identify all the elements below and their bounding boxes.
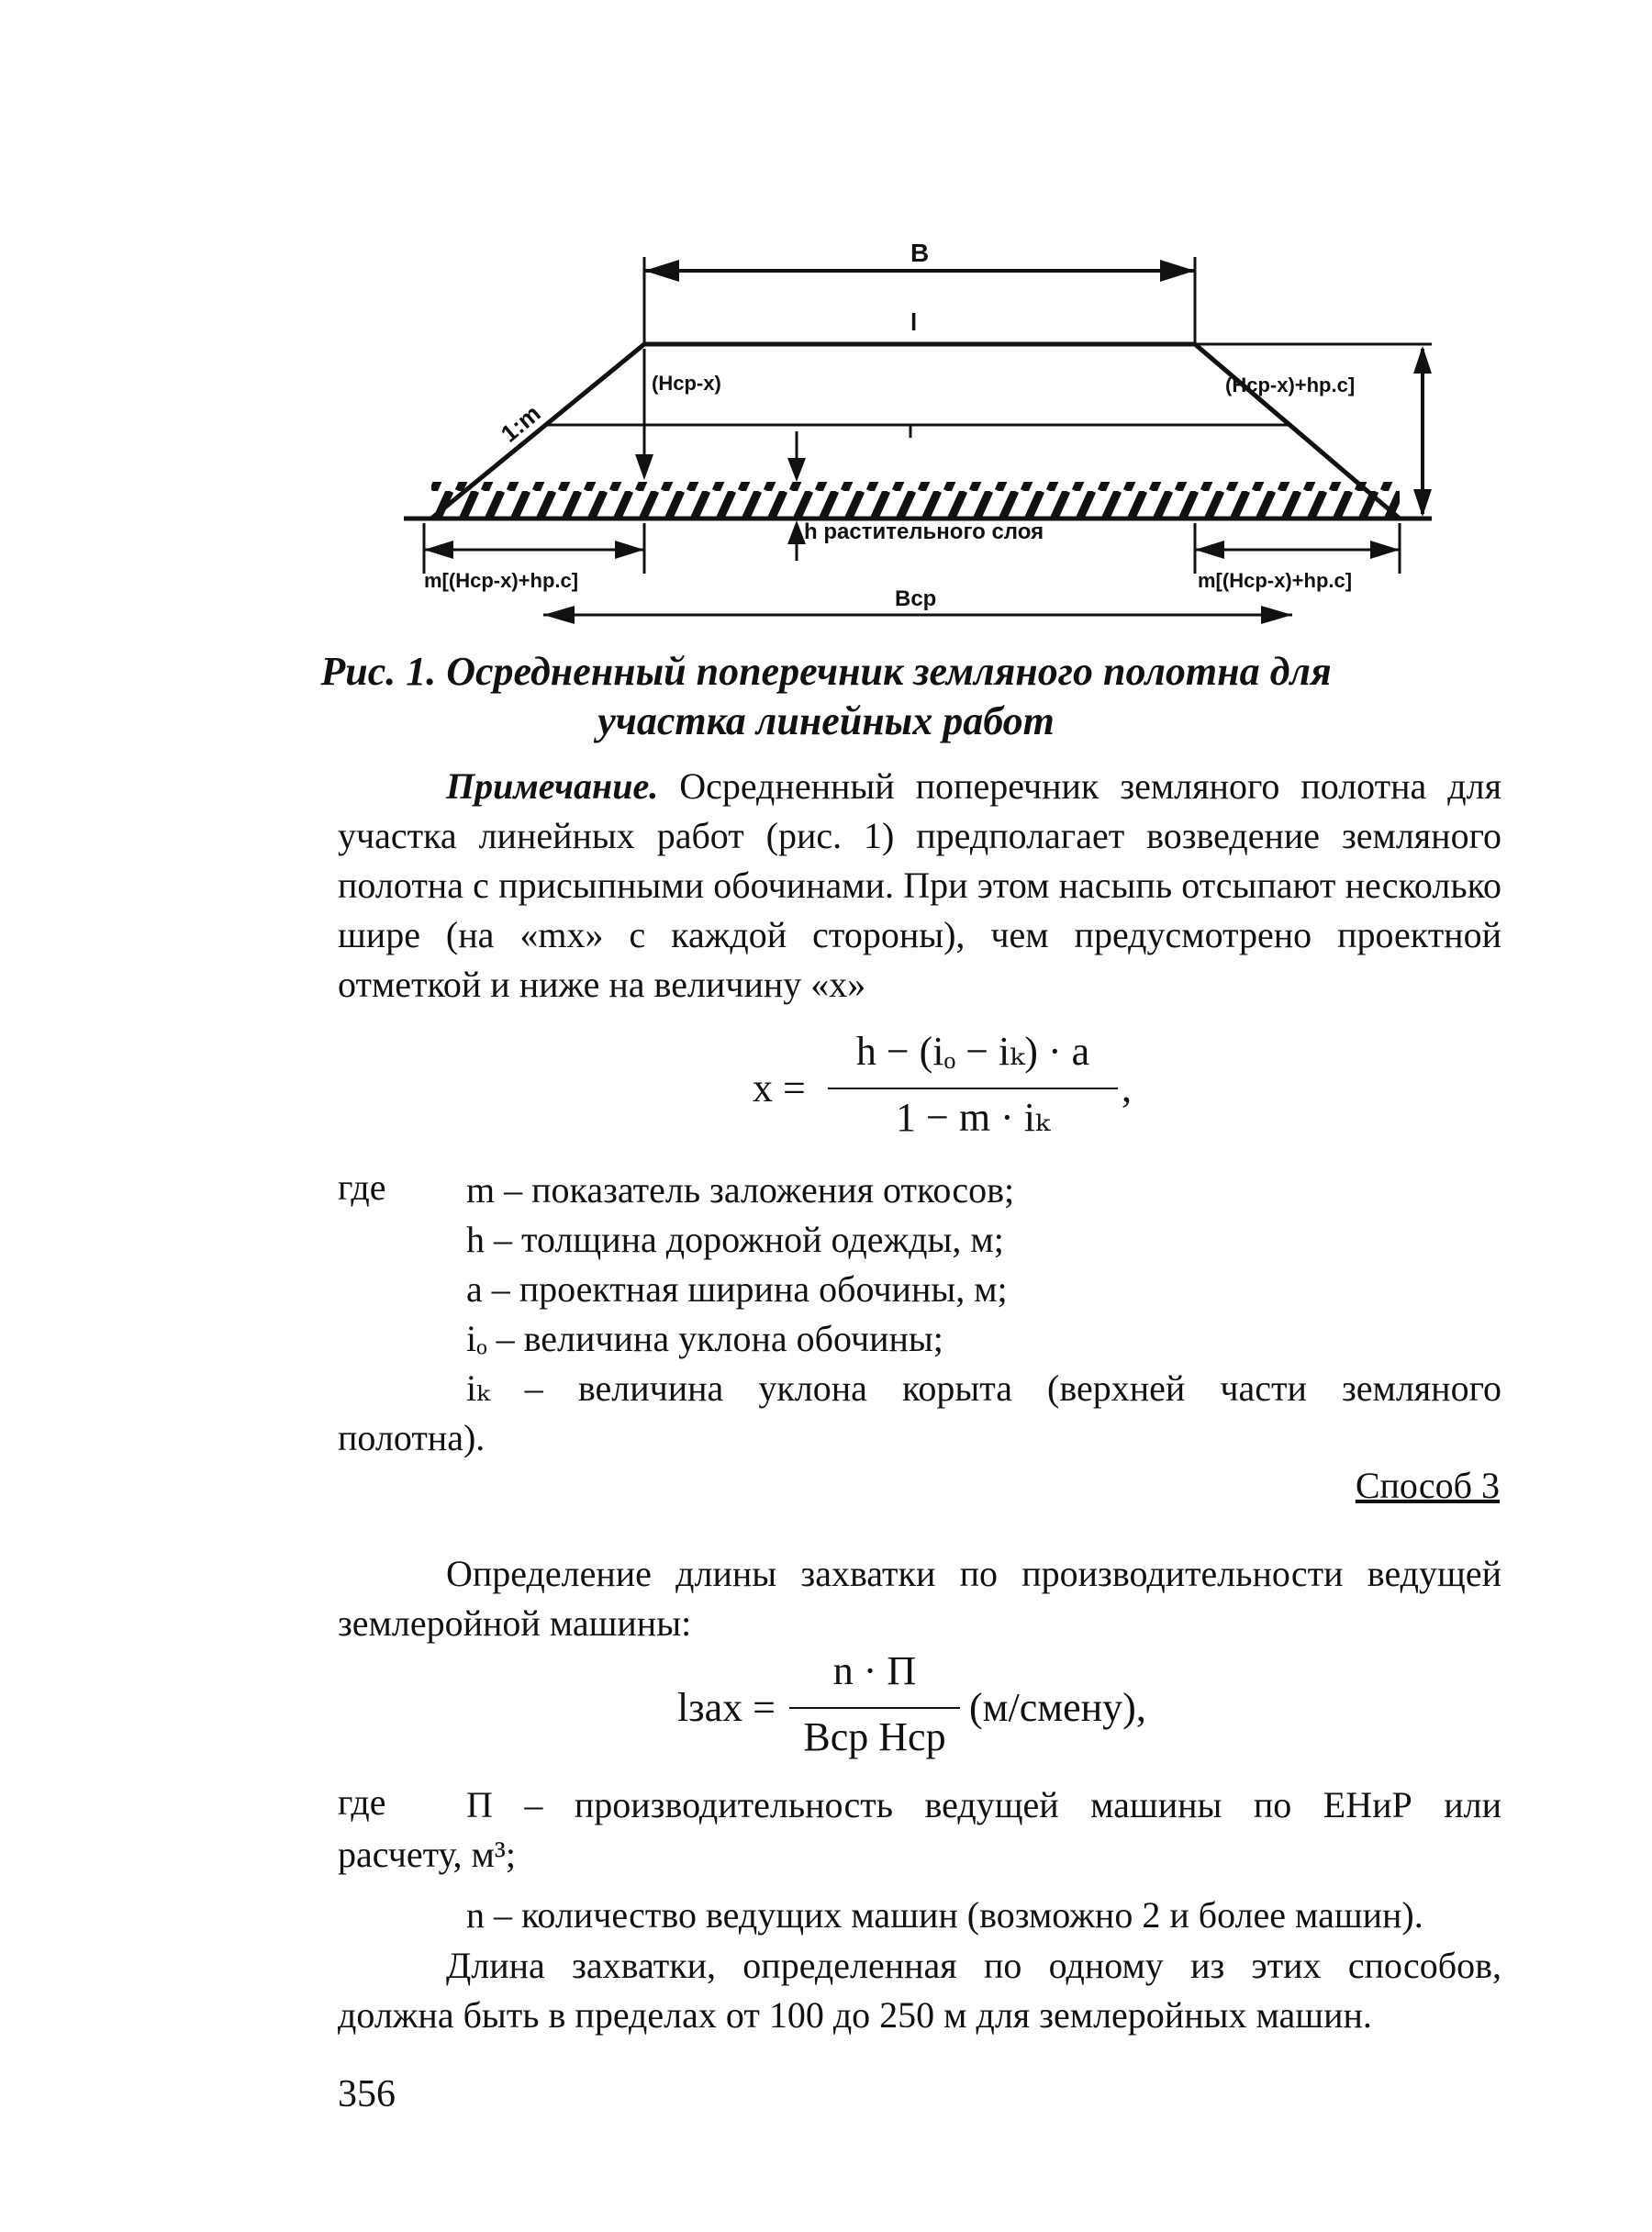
legend-item: iₒ – величина уклона обочины; bbox=[466, 1318, 943, 1359]
arrow-up bbox=[1413, 346, 1432, 374]
label-right-width: m[(Hср-x)+hр.с] bbox=[1198, 569, 1353, 592]
cross-section-figure bbox=[404, 234, 1468, 656]
formula-x-numerator: h − (iₒ − iₖ) · a bbox=[855, 1029, 1090, 1074]
formula-x bbox=[753, 1028, 1193, 1147]
label-bcp: Bср bbox=[895, 586, 937, 611]
legend-item-cont: расчету, м³; bbox=[338, 1834, 516, 1875]
page-number: 356 bbox=[338, 2073, 396, 2115]
label-l: l bbox=[910, 308, 918, 336]
label-veg-layer: h растительного слоя bbox=[804, 519, 1044, 544]
vegetation-layer-hatch bbox=[431, 482, 1400, 519]
label-hcp-x-hpc: (Hср-x)+hр.с] bbox=[1225, 374, 1356, 396]
formula-x-tail: , bbox=[1122, 1066, 1132, 1110]
arrow-left bbox=[424, 541, 453, 559]
arrow-right bbox=[615, 541, 644, 559]
formula-length-lhs: lзах = bbox=[677, 1685, 776, 1730]
label-b-top: B bbox=[910, 239, 930, 267]
label-slope: 1:m bbox=[495, 398, 546, 448]
legend-item: m – показатель заложения откосов; bbox=[466, 1169, 1015, 1211]
legend-list bbox=[466, 1166, 1501, 1413]
arrow-left bbox=[543, 606, 575, 624]
legend-item: h – толщина дорожной одежды, м; bbox=[466, 1219, 1004, 1260]
arrow-down bbox=[635, 454, 653, 480]
arrow-down bbox=[787, 458, 806, 482]
note-text: Осредненный поперечник земляного полотна для участка линейных работ (рис. 1) предполагает возведение земляного полотна с присыпными обочинами. При этом насыпь отсыпают несколько шире (на «mx» с каждой стороны), чем предусмотрено проектной отметкой и ниже на величину «x» bbox=[338, 765, 1501, 1005]
where-label: где bbox=[338, 1166, 386, 1208]
fraction-bar bbox=[828, 1088, 1118, 1089]
arrow-right bbox=[1160, 260, 1195, 282]
arrow-left bbox=[644, 260, 679, 282]
figure-caption-line2: участка линейных работ bbox=[597, 698, 1055, 743]
formula-length-numerator: n · П bbox=[832, 1648, 917, 1693]
where-label: где bbox=[338, 1781, 386, 1823]
legend-item: a – проектная ширина обочины, м; bbox=[466, 1268, 1008, 1310]
arrow-down bbox=[1413, 489, 1432, 517]
legend-item: П – производительность ведущей машины по ЕНиР или bbox=[466, 1784, 1501, 1825]
formula-x-denominator: 1 − m · iₖ bbox=[896, 1095, 1050, 1140]
note-title: Примечание. bbox=[446, 765, 659, 807]
method-heading: Способ 3 bbox=[1355, 1465, 1500, 1506]
formula-x-lhs: x = bbox=[753, 1066, 806, 1110]
figure-caption-line1: Рис. 1. Осредненный поперечник земляного полотна для bbox=[320, 649, 1332, 694]
formula-length-denominator: Bср Hср bbox=[803, 1714, 946, 1759]
legend-item: n – количество ведущих машин (возможно 2 и более машин). bbox=[466, 1894, 1423, 1936]
formula-length bbox=[677, 1647, 1191, 1767]
arrow-right bbox=[1370, 541, 1400, 559]
label-left-width: m[(Hср-x)+hр.с] bbox=[424, 569, 579, 592]
formula-length-tail: (м/смену), bbox=[969, 1685, 1146, 1730]
closing-paragraph: Длина захватки, определенная по одному из этих способов, должна быть в пределах от 100 до 250 м для землеройных машин. bbox=[338, 1945, 1501, 2036]
arrow-right bbox=[1261, 606, 1292, 624]
label-hcp-x: (Hср-x) bbox=[652, 372, 721, 395]
arrow-left bbox=[1195, 541, 1224, 559]
note-paragraph bbox=[338, 762, 1501, 1010]
fraction-bar bbox=[789, 1707, 960, 1709]
definition-paragraph: Определение длины захватки по производительности ведущей землеройной машины: bbox=[338, 1553, 1501, 1644]
legend-continuation: полотна). bbox=[338, 1417, 486, 1458]
legend-item: iₖ – величина уклона корыта (верхней части земляного bbox=[466, 1367, 1501, 1409]
